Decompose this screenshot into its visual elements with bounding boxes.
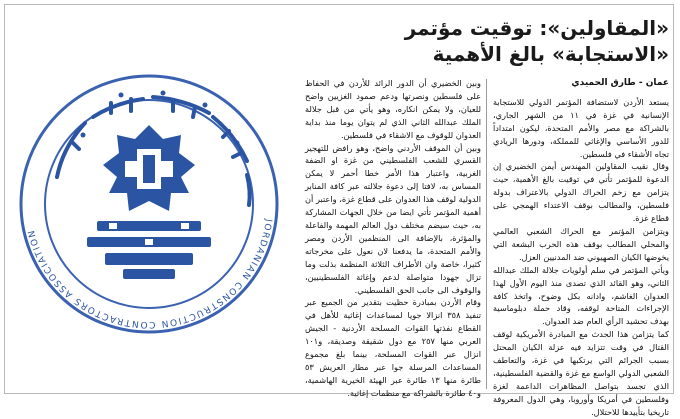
column-divider (486, 79, 487, 389)
association-logo (13, 65, 285, 343)
paragraph: وبين أن الموقف الأردني واضح، وهو رافض للتهجير القسري للشعب الفلسطيني من غزة او الضفة الغربية، واعتبار هذا الأمر خطا أحمر لا يمكن المساس به، لافتا إلى دعوة جلالته عبر كافة المنابر الدولية لوقف هذا العدوان على قطاع غزة، واعتبر أن أهمية المؤتمر تأتي ايضا من خلال الجهات المشاركة به، حيث سيضم مختلف دول العالم المهمة والفاعلة والمؤثرة، بالإضافة الى المنظمين الأردن ومصر والأمم المتحدة، ما يدفعنا لان نعول على مخرجاته كثيرا، خاصة وان الأطراف الثلاثة المنظمة بذلت وما تزال جهودا متواصلة لدعم وإغاثة الفلسطينيين، والوقوف الى جانب الحق الفلسطيني. (305, 142, 481, 295)
paragraph: يستعد الأردن لاستضافة المؤتمر الدولي للاستجابة الإنسانية في غزة في ١١ من الشهر الجاري، بالشراكة مع مصر والأمم المتحدة، ليكون امتداداً للدور الأساسي والإغاثي للمملكة، ودورها الريادي تجاه الأشقاء في فلسطين. (493, 96, 669, 159)
paragraph: ويأتي المؤتمر في سلم أولويات جلالة الملك عبدالله الثاني، وهو القائد الذي تصدى منذ اليوم الأول لهذا العدوان الغاشم، وادانه بكل وضوح، واتخذ كافة الإجراءات المتاحة لوقفه، وقاد حملة دبلوماسية بهدف تحشيد الرأي العام ضد العدوان. (493, 264, 669, 327)
news-article (290, 9, 675, 417)
article-column-right (493, 77, 669, 419)
svg-text:JORDANIAN CONSTRUCTION CONTRAC: JORDANIAN CONSTRUCTION CONTRACTORS ASSOCIATION (26, 218, 274, 330)
article-byline: عمان - طارق الحميدي (571, 78, 669, 88)
clipping-frame (4, 4, 674, 417)
paragraph: وقام الأردن بمبادرة حظيت بتقدير من الجميع عبر تنفيذ ٣٥٨ انزالا جويا لمساعدات إغاثية للأهل في القطاع نفذتها القوات المسلحة الأردنية - الجيش العربي منها ٢٥٧ مع دول شقيقة وصديقة، و١٠١ انزال عبر القوات المسلحة، بينما بلغ مجموع المساعدات المرسلة جوا عبر مطار العريش ٥٣ طائرة منها ١٣ طائرة عبر الهيئة الخيرية الهاشمية، و٤٠ طائرة بالشراكة مع منظمات إغاثية. (305, 297, 482, 398)
paragraph: وقال نقيب المقاولين المهندس أيمن الخضيري إن الدعوة للمؤتمر تأتي في توقيت بالغ الأهمية، حيث يتزامن مع زخم الحراك الدولي بالاعتراف بدولة فلسطين، والمطالب بوقف الاعتداء الهمجي على قطاع غزة. (493, 161, 669, 224)
paragraph: ويتزامن المؤتمر مع الحراك الشعبي العالمي والمحلي المطالب بوقف هذه الحرب البشعة التي يخوضها الكيان الصهيوني ضد المدنيين العزل. (493, 225, 669, 262)
paragraph: وبين الخضيري أن الدور الرائد للأردن في الحفاظ على فلسطين ونصرتها ودعم صمود الغزيين واضح للعيان، ولا يمكن انكاره، وهو يأتي من قبل جلالة الملك عبدالله الثاني الذي لم يتوان يوما منذ بداية العدوان للوقوف مع الاشقاء في فلسطين. (305, 78, 481, 140)
logo-emblem-icon (13, 65, 285, 343)
paragraph: كما يتزامن هذا الحدث مع المبادرة الأمريكية لوقف القتال في وقت تتزايد فيه عزلة الكيان المحتل بسبب الجرائم التي يرتكبها في غزة، والتعاطف الشعبي الدولي الواسع مع غزة والقضية الفلسطينية، الذي تجسد بتواصل المظاهرات الداعمة لغزة وفلسطين في أمريكا وأوروبا، وهي الدول المعروفة تاريخيا بتأييدها للاحتلال. (493, 329, 669, 417)
article-column-left (305, 77, 481, 400)
article-headline: «المقاولين»: توقيت مؤتمر «الاستجابة» بالغ الأهمية (404, 16, 669, 66)
